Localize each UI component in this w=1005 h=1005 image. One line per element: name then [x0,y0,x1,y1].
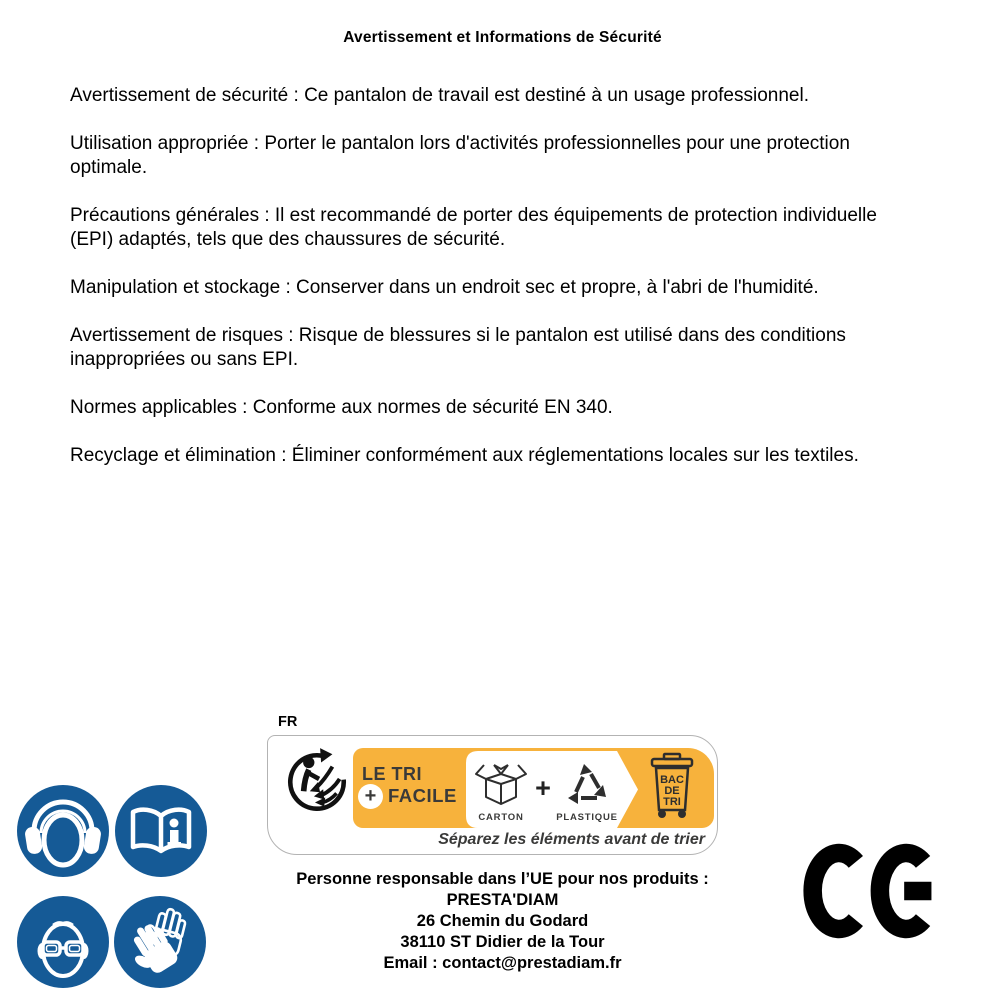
read-manual-icon [115,785,207,877]
page-title: Avertissement et Informations de Sécurité [343,29,662,46]
paragraph-standards: Normes applicables : Conforme aux normes de sécurité EN 340. [70,397,613,418]
carton-label: CARTON [478,812,524,823]
paragraph-risk-warning: Avertissement de risques : Risque de blessures si le pantalon est utilisé dans des conditions inappropriées ou sans EPI. [70,325,846,370]
ce-marking [798,842,948,940]
paragraph-handling-storage: Manipulation et stockage : Conserver dans un endroit sec et propre, à l'abri de l'humidité. [70,277,819,298]
safety-paragraphs [70,84,950,492]
country-code-label: FR [278,714,298,730]
triman-icon [286,745,348,819]
company-name: PRESTA'DIAM [446,891,559,909]
sorting-bin-icon [647,752,697,822]
paragraph-appropriate-use: Utilisation appropriée : Porter le pantalon lors d'activités professionnelles pour une protection optimale. [70,133,850,178]
plus-separator: + [535,773,551,803]
bin-text-tri: TRI [663,796,681,808]
bin-text-bac: BAC [660,774,684,786]
sorting-instruction: Séparez les éléments avant de trier [438,831,705,848]
contact-email: Email : contact@prestadiam.fr [383,954,622,972]
recycling-triangle-icon [564,760,610,808]
responsible-person-line: Personne responsable dans l’UE pour nos produits : [296,870,709,888]
paragraph-recycling: Recyclage et élimination : Éliminer conformément aux réglementations locales sur les textiles. [70,445,859,466]
facile-headline: FACILE [388,785,457,806]
plus-badge: + [358,784,383,809]
cardboard-box-icon [474,759,528,809]
ear-protection-icon [17,785,109,877]
street-address: 26 Chemin du Godard [416,912,589,930]
info-tri-recycling-label [267,735,718,855]
plastique-label: PLASTIQUE [556,812,618,823]
city-address: 38110 ST Didier de la Tour [400,933,605,951]
paragraph-safety-warning: Avertissement de sécurité : Ce pantalon de travail est destiné à un usage professionnel. [70,85,809,106]
bin-text-de: DE [664,785,680,797]
materials-panel [466,751,638,828]
le-tri-headline: LE TRI [362,764,422,784]
paragraph-general-precautions: Précautions générales : Il est recommandé de porter des équipements de protection individuelle (EPI) adaptés, tels que des chaussures de sécurité. [70,205,877,250]
